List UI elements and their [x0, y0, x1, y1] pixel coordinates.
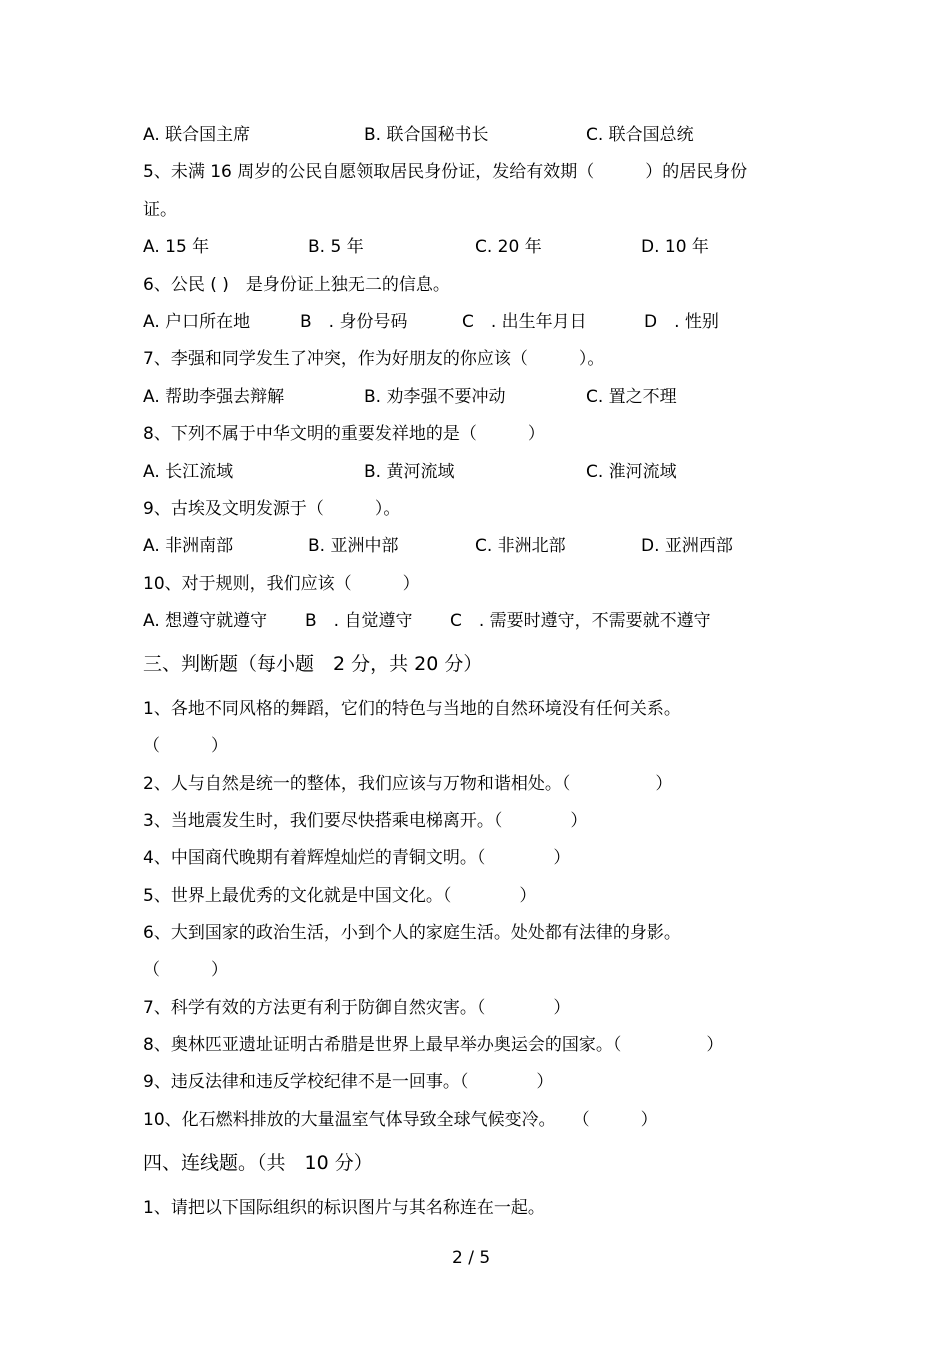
option-a: A. 15 年: [143, 237, 210, 257]
judge-7: [0, 995, 950, 1021]
q8-options: [0, 459, 950, 485]
q4-options: [0, 122, 950, 148]
q10-options: [0, 608, 950, 634]
judge-2: [0, 771, 950, 797]
q5-options: [0, 234, 950, 260]
option-a: A. 长江流域: [143, 462, 234, 482]
judge-1: [0, 696, 950, 722]
statement-text: 4、中国商代晚期有着辉煌灿烂的青铜文明。（ ）: [143, 848, 571, 868]
question-text: 10、对于规则，我们应该（ ）: [143, 574, 420, 594]
option-b: B . 身份号码: [300, 312, 408, 332]
option-b: B . 自觉遵守: [305, 611, 413, 631]
option-b: B. 劝李强不要冲动: [364, 387, 506, 407]
statement-text: 1、各地不同风格的舞蹈，它们的特色与当地的自然环境没有任何关系。: [143, 699, 681, 719]
option-b: B. 联合国秘书长: [364, 125, 489, 145]
option-d: D . 性别: [644, 312, 719, 332]
q9-options: [0, 533, 950, 559]
judge-5: [0, 883, 950, 909]
option-b: B. 5 年: [308, 237, 364, 257]
q6-options: [0, 309, 950, 335]
option-c: C . 出生年月日: [462, 312, 587, 332]
question-9: [0, 496, 950, 522]
option-b: B. 黄河流域: [364, 462, 455, 482]
page-number: 2 / 5: [452, 1248, 491, 1268]
option-d: D. 亚洲西部: [641, 536, 733, 556]
question-10: [0, 571, 950, 597]
statement-text: 10、化石燃料排放的大量温室气体导致全球气候变冷。 （ ）: [143, 1110, 658, 1130]
option-a: A. 联合国主席: [143, 125, 251, 145]
statement-text: 7、科学有效的方法更有利于防御自然灾害。（ ）: [143, 998, 571, 1018]
statement-text: 2、人与自然是统一的整体，我们应该与万物和谐相处。（ ）: [143, 774, 673, 794]
statement-text: 1、请把以下国际组织的标识图片与其名称连在一起。: [143, 1198, 545, 1218]
statement-text: 9、违反法律和违反学校纪律不是一回事。（ ）: [143, 1072, 554, 1092]
question-text: 9、古埃及文明发源于（ ）。: [143, 499, 401, 519]
judge-1-answer: [0, 733, 950, 759]
statement-text: 3、当地震发生时，我们要尽快搭乘电梯离开。（ ）: [143, 811, 588, 831]
option-c: C. 非洲北部: [475, 536, 566, 556]
question-text: 6、公民 ( ) 是身份证上独无二的信息。: [143, 275, 450, 295]
matching-1: [0, 1195, 950, 1221]
answer-blank: （ ）: [143, 960, 228, 980]
answer-blank: （ ）: [143, 736, 228, 756]
section-title: 三、判断题（每小题 2 分，共 20 分）: [143, 653, 483, 675]
statement-text: 6、大到国家的政治生活，小到个人的家庭生活。处处都有法律的身影。: [143, 923, 681, 943]
option-c: C. 淮河流域: [586, 462, 677, 482]
section-4-heading: [0, 1150, 950, 1176]
option-a: A. 户口所在地: [143, 312, 251, 332]
judge-10: [0, 1107, 950, 1133]
question-7: [0, 346, 950, 372]
option-b: B. 亚洲中部: [308, 536, 399, 556]
judge-6-answer: [0, 957, 950, 983]
question-6: [0, 272, 950, 298]
section-3-heading: [0, 651, 950, 677]
option-a: A. 非洲南部: [143, 536, 234, 556]
section-title: 四、连线题。（共 10 分）: [143, 1152, 373, 1174]
option-c: C. 联合国总统: [586, 125, 694, 145]
judge-3: [0, 808, 950, 834]
judge-6: [0, 920, 950, 946]
question-text: 证。: [143, 200, 177, 220]
question-8: [0, 421, 950, 447]
question-5-cont: [0, 197, 950, 223]
option-a: A. 帮助李强去辩解: [143, 387, 285, 407]
question-text: 5、未满 16 周岁的公民自愿领取居民身份证，发给有效期（ ）的居民身份: [143, 162, 748, 182]
option-c: C. 置之不理: [586, 387, 677, 407]
statement-text: 8、奥林匹亚遗址证明古希腊是世界上最早举办奥运会的国家。（ ）: [143, 1035, 724, 1055]
statement-text: 5、世界上最优秀的文化就是中国文化。（ ）: [143, 886, 537, 906]
option-d: D. 10 年: [641, 237, 709, 257]
judge-4: [0, 845, 950, 871]
q7-options: [0, 384, 950, 410]
judge-9: [0, 1069, 950, 1095]
question-text: 7、李强和同学发生了冲突，作为好朋友的你应该（ ）。: [143, 349, 605, 369]
option-c: C . 需要时遵守，不需要就不遵守: [450, 611, 711, 631]
page-footer: [0, 1245, 950, 1271]
question-text: 8、下列不属于中华文明的重要发祥地的是（ ）: [143, 424, 545, 444]
judge-8: [0, 1032, 950, 1058]
option-a: A. 想遵守就遵守: [143, 611, 268, 631]
option-c: C. 20 年: [475, 237, 542, 257]
question-5: [0, 159, 950, 185]
